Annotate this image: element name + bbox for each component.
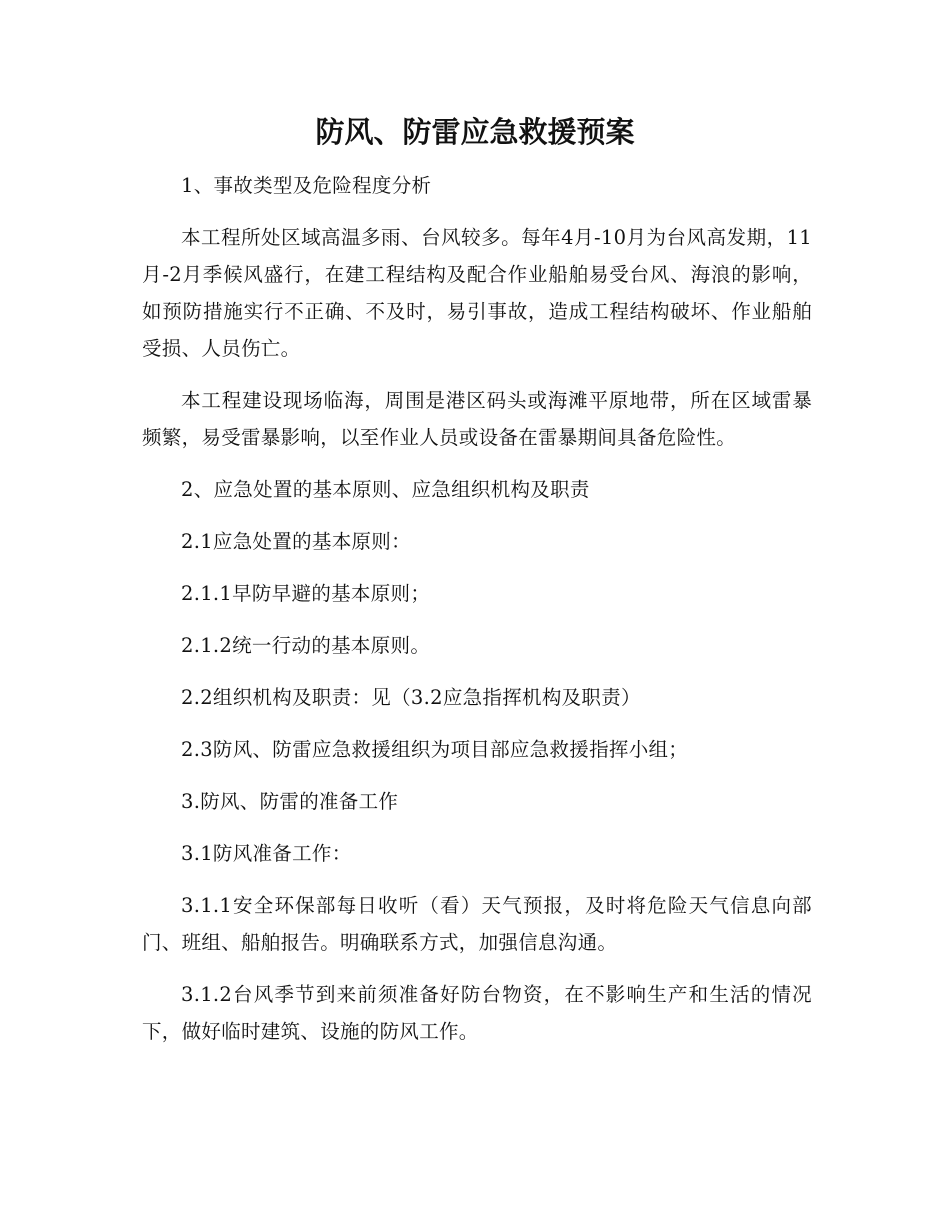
paragraph: 3.防风、防雷的准备工作 bbox=[181, 790, 399, 813]
paragraph: 3.1防风准备工作： bbox=[181, 842, 352, 865]
paragraph: 2.2组织机构及职责：见（3.2应急指挥机构及职责） bbox=[181, 686, 641, 709]
paragraph: 2.1.1早防早避的基本原则； bbox=[181, 582, 431, 605]
paragraph: 本工程所处区域高温多雨、台风较多。每年4月-10月为台风高发期，11月-2月季候风盛行，在建工程结构及配合作业船舶易受台风、海浪的影响，如预防措施实行不正确、不及时，易引事故，造成工程结构破坏、作业船舶受损、人员伤亡。 bbox=[142, 226, 812, 360]
paragraph: 2.1应急处置的基本原则： bbox=[181, 530, 411, 553]
paragraph: 1、事故类型及危险程度分析 bbox=[181, 174, 432, 197]
paragraph: 本工程建设现场临海，周围是港区码头或海滩平原地带，所在区域雷暴频繁，易受雷暴影响，以至作业人员或设备在雷暴期间具备危险性。 bbox=[142, 389, 812, 449]
paragraph: 3.1.2台风季节到来前须准备好防台物资，在不影响生产和生活的情况下，做好临时建筑、设施的防风工作。 bbox=[142, 983, 812, 1043]
document-body bbox=[142, 167, 812, 1065]
paragraph: 2.1.2统一行动的基本原则。 bbox=[181, 634, 431, 657]
paragraph: 3.1.1安全环保部每日收听（看）天气预报，及时将危险天气信息向部门、班组、船舶报告。明确联系方式，加强信息沟通。 bbox=[142, 894, 812, 954]
document-title: 防风、防雷应急救援预案 bbox=[315, 115, 635, 149]
paragraph: 2.3防风、防雷应急救援组织为项目部应急救援指挥小组； bbox=[181, 738, 689, 761]
paragraph: 2、应急处置的基本原则、应急组织机构及职责 bbox=[181, 478, 590, 501]
